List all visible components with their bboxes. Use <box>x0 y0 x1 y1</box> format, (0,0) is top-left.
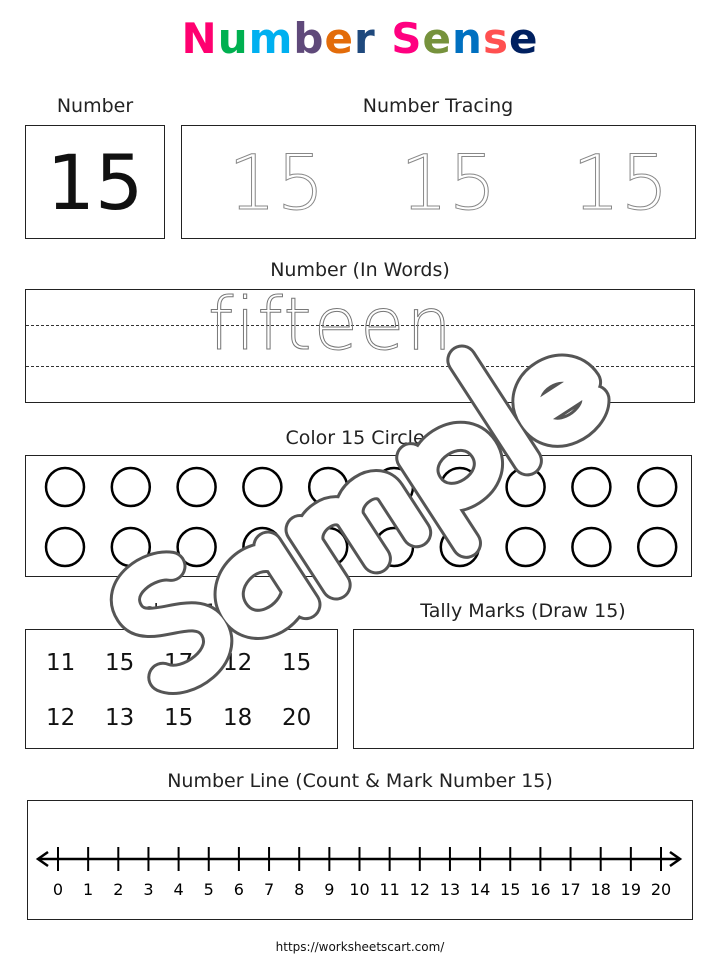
tracing-label: Number Tracing <box>362 95 514 117</box>
number-choice[interactable]: 11 <box>46 650 76 676</box>
color-circle[interactable] <box>441 528 479 566</box>
trace-number: 15 <box>228 138 325 227</box>
color-circle[interactable] <box>178 468 216 506</box>
color-circle[interactable] <box>638 468 676 506</box>
number-choice[interactable]: 17 <box>164 650 194 676</box>
title-letter: m <box>248 14 294 63</box>
title-letter <box>376 14 392 63</box>
color-circle[interactable] <box>375 468 413 506</box>
color-circle[interactable] <box>638 528 676 566</box>
color-circle[interactable] <box>375 528 413 566</box>
tick-label: 5 <box>203 880 214 899</box>
color-circle[interactable] <box>243 528 281 566</box>
circles-box <box>25 455 692 577</box>
number-line-label: Number Line (Count & Mark Number 15) <box>167 770 553 792</box>
tick-label: 3 <box>143 880 154 899</box>
number-choice[interactable]: 18 <box>223 705 253 731</box>
tick-label: 18 <box>590 880 611 899</box>
color-circle[interactable] <box>572 528 610 566</box>
number-choice[interactable]: 20 <box>282 705 312 731</box>
number-choice[interactable]: 13 <box>105 705 135 731</box>
number-choice[interactable]: 12 <box>223 650 253 676</box>
circle-all-label: Circle all 15s. <box>117 600 245 622</box>
title-letter: s <box>482 14 509 63</box>
title-letter: S <box>391 14 423 63</box>
trace-number: 15 <box>400 138 497 227</box>
tick-label: 15 <box>500 880 521 899</box>
tick-label: 8 <box>294 880 305 899</box>
tick-label: 19 <box>620 880 642 899</box>
tick-label: 7 <box>263 880 275 899</box>
title-letter: b <box>293 14 325 63</box>
tick-label: 9 <box>324 880 335 899</box>
tick-label: 0 <box>52 880 64 899</box>
color-circle[interactable] <box>309 528 347 566</box>
tick-label: 20 <box>650 880 672 899</box>
trace-number: 15 <box>572 138 669 227</box>
circles-grid <box>26 456 693 578</box>
tally-label: Tally Marks (Draw 15) <box>420 600 626 622</box>
number-choice[interactable]: 15 <box>282 650 312 676</box>
tick-label: 10 <box>349 880 370 899</box>
number-value: 15 <box>46 138 144 227</box>
tick-label: 16 <box>530 880 551 899</box>
color-circle[interactable] <box>46 528 84 566</box>
title-letter: N <box>181 14 218 63</box>
trace-word: fifteen <box>208 282 454 366</box>
tally-drawing-area[interactable] <box>353 629 694 749</box>
color-circle[interactable] <box>243 468 281 506</box>
number-choice[interactable]: 15 <box>164 705 194 731</box>
color-circle[interactable] <box>572 468 610 506</box>
tick-label: 14 <box>469 880 491 899</box>
number-choice[interactable]: 15 <box>105 650 135 676</box>
number-line-box <box>27 800 693 920</box>
title-letter: e <box>324 14 354 63</box>
tick-label: 4 <box>173 880 184 899</box>
title-letter: n <box>452 14 483 63</box>
tick-label: 2 <box>113 880 124 899</box>
title-letter: u <box>217 14 249 63</box>
title-letter: r <box>353 14 376 63</box>
color-circle[interactable] <box>112 468 150 506</box>
title-letter: e <box>508 14 539 63</box>
words-box[interactable] <box>25 282 695 403</box>
color-circle[interactable] <box>507 528 545 566</box>
number-choice[interactable]: 12 <box>46 705 76 731</box>
color-circle[interactable] <box>507 468 545 506</box>
number-label: Number <box>56 95 134 117</box>
tick-label: 1 <box>83 880 94 899</box>
tick-label: 6 <box>233 880 244 899</box>
footer-url[interactable]: https://worksheetscart.com/ <box>275 940 445 954</box>
page-title <box>0 14 720 63</box>
color-circle[interactable] <box>112 528 150 566</box>
tick-label: 17 <box>560 880 581 899</box>
circle-all-box <box>25 629 338 749</box>
tick-label: 11 <box>379 880 400 899</box>
color-circle[interactable] <box>441 468 479 506</box>
dashed-guide-line <box>26 366 694 367</box>
tick-label: 12 <box>409 880 430 899</box>
color-circle[interactable] <box>309 468 347 506</box>
circles-label: Color 15 Circles <box>285 427 435 449</box>
color-circle[interactable] <box>46 468 84 506</box>
words-label: Number (In Words) <box>270 259 450 281</box>
number-box <box>25 125 165 239</box>
color-circle[interactable] <box>178 528 216 566</box>
tick-label: 13 <box>439 880 461 899</box>
title-letter: e <box>422 14 453 63</box>
number-line <box>28 801 694 921</box>
